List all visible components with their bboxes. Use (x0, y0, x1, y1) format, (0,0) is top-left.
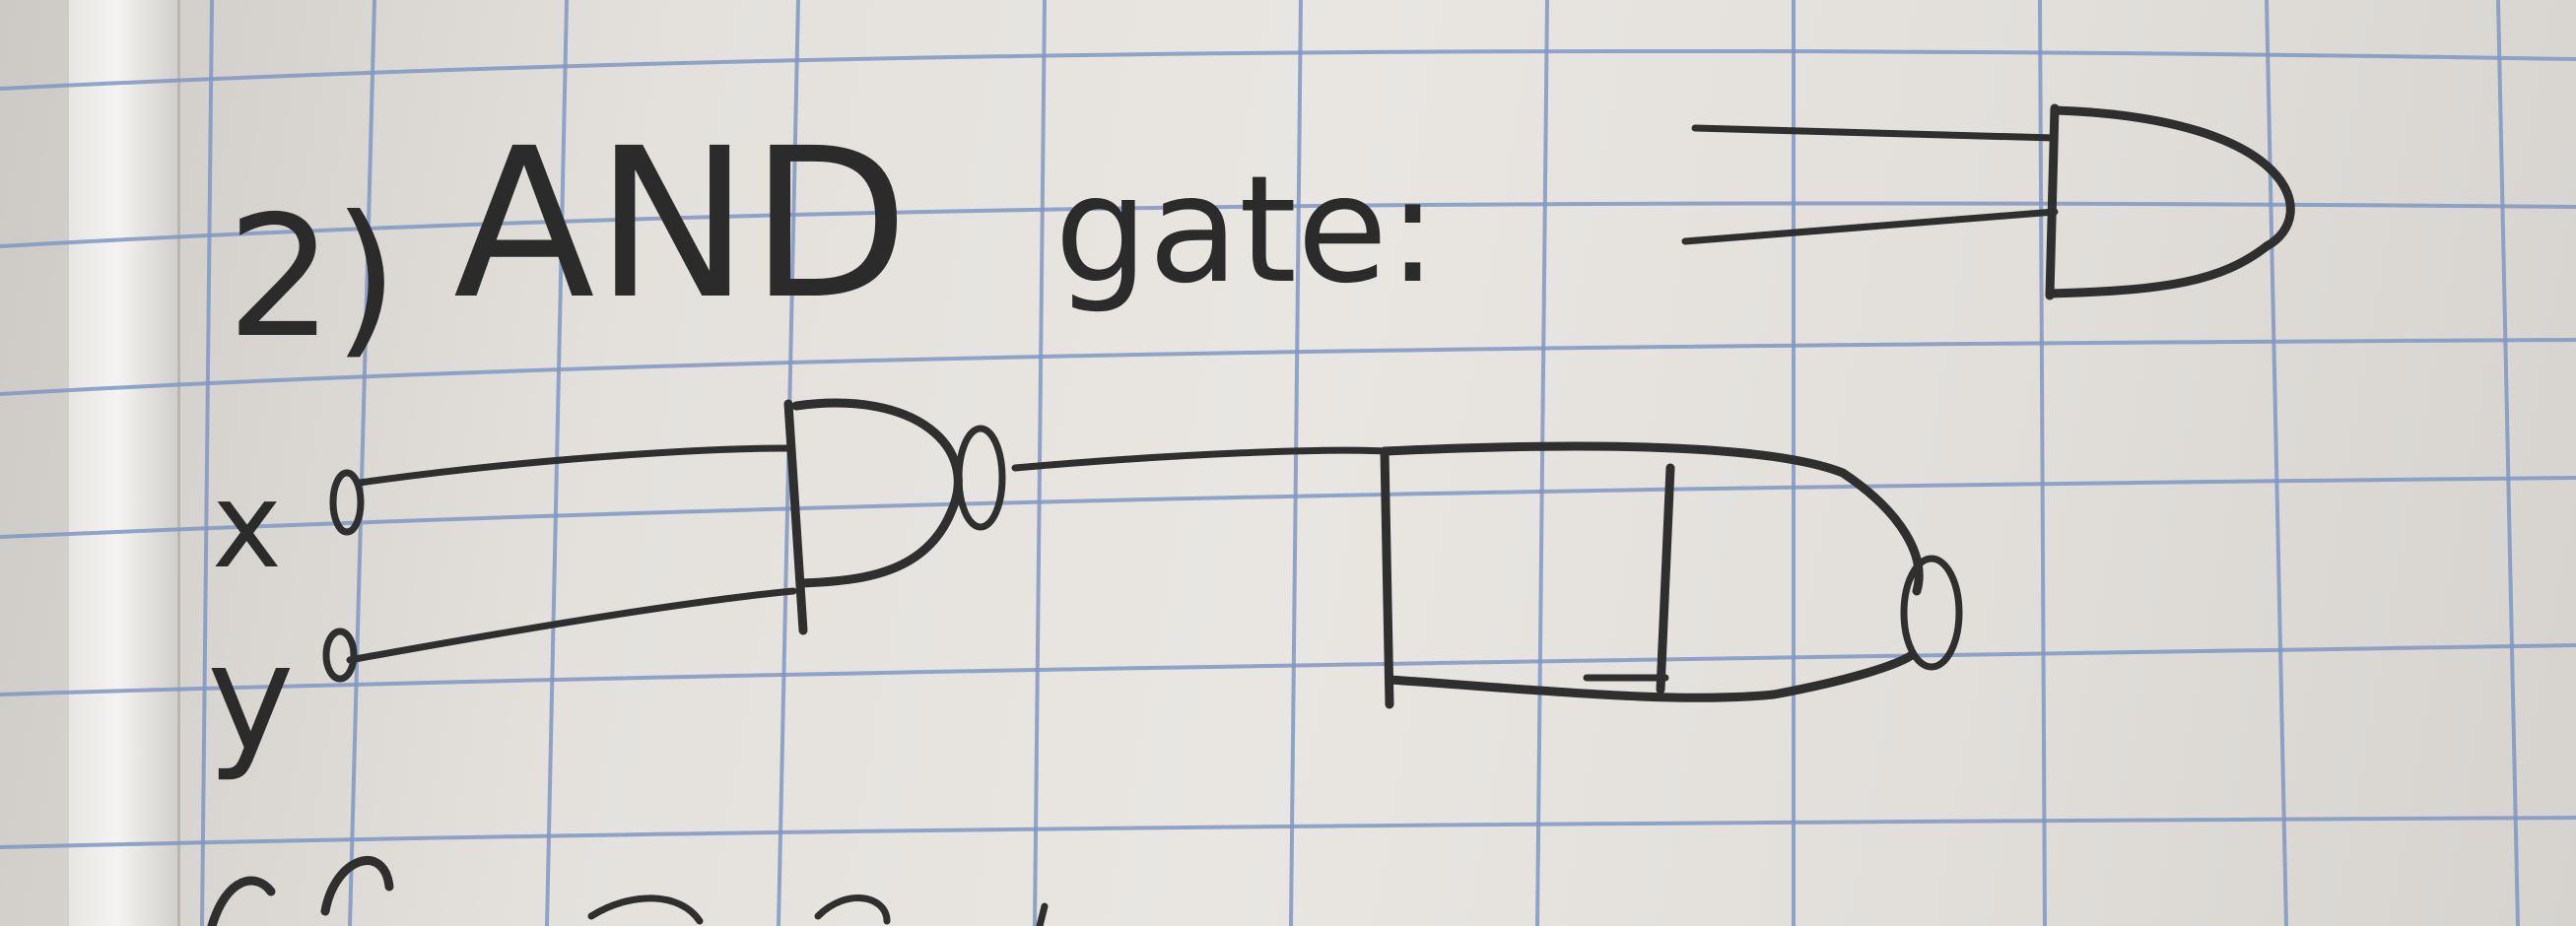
connecting-wire (1015, 450, 1385, 468)
heading-title: AND (453, 103, 910, 345)
nand-1-bubble (959, 429, 1002, 527)
input-x-label: x (212, 458, 283, 595)
input-y-wire (350, 591, 793, 660)
input-x-wire (360, 448, 788, 483)
input-y-label: y (207, 613, 295, 784)
output-bubble (1904, 559, 1959, 667)
heading-number: 2) (227, 180, 399, 375)
input-y-terminal (326, 631, 354, 679)
bottom-cutoff-text (212, 861, 1045, 926)
nand-gate-1 (788, 403, 1002, 630)
heading-word: gate: (1054, 145, 1438, 316)
